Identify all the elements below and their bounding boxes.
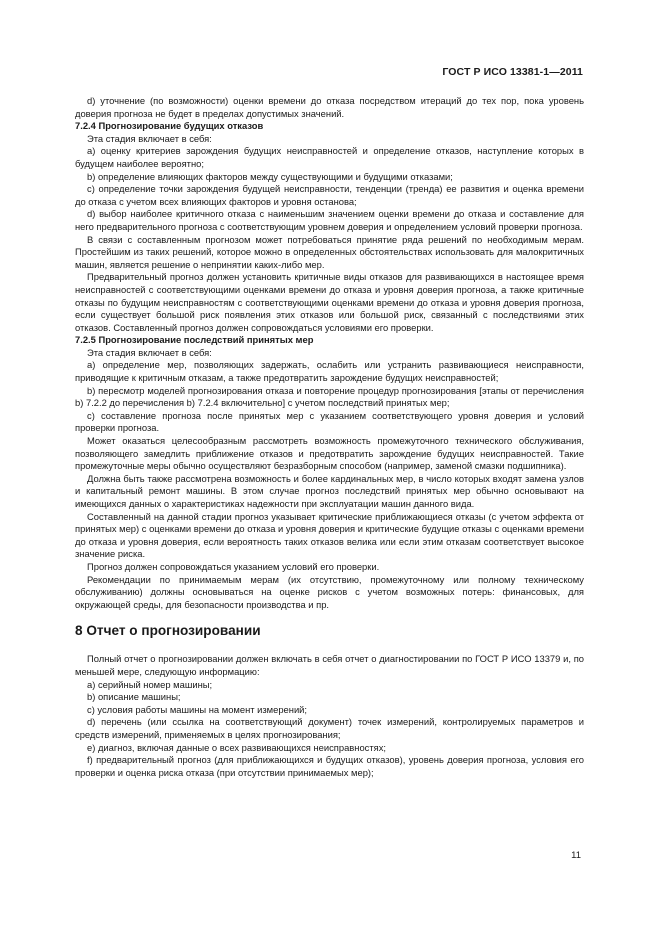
list-item: b) описание машины; — [87, 691, 181, 703]
paragraph: d) уточнение (по возможности) оценки времени до отказа посредством итераций до тех пор, пока уровень доверия прогноза не будет в пределах допустимых значений. — [75, 95, 584, 119]
paragraph: Полный отчет о прогнозировании должен включать в себя отчет о диагностировании по ГОСТ Р ИСО 13379 и, по меньшей мере, следующую информацию: — [75, 653, 584, 677]
paragraph: Прогноз должен сопровождаться указанием условий его проверки. — [87, 560, 380, 572]
subsection-heading-7-2-5: 7.2.5 Прогнозирование последствий принятых мер — [75, 334, 314, 346]
page-content — [75, 95, 584, 779]
paragraph: Рекомендации по принимаемым мерам (их отсутствию, промежуточному или полному техническому обслуживанию) должны основываться на оценке рисков с учетом возможных потерь: финансовых, для окружающей среды, для безопасности производства и пр. — [75, 573, 584, 610]
list-item: d) перечень (или ссылка на соответствующий документ) точек измерений, контролируемых параметров и средств измерений, применяемых в целях прогнозирования; — [75, 716, 584, 740]
paragraph: Составленный на данной стадии прогноз указывает критические приближающиеся отказы (с учетом эффекта от принятых мер) с оценками времени до отказа и уровня доверия и критические будущие отказы с оценками времени до отказа и уровня доверия, если вероятность таких отказов велика или если этим отказам соответствует высокое значение риска. — [75, 510, 584, 560]
list-item: b) определение влияющих факторов между существующими и будущими отказами; — [87, 170, 453, 182]
list-item: c) условия работы машины на момент измерений; — [87, 703, 308, 715]
list-item: d) выбор наиболее критичного отказа с наименьшим значением оценки времени до отказа и составление для него предварительного прогноза с соответствующим уровнем доверия и определением условий проверки прогноза. — [75, 208, 584, 232]
list-item: e) диагноз, включая данные о всех развивающихся неисправностях; — [87, 741, 387, 753]
list-item: а) серийный номер машины; — [87, 678, 213, 690]
paragraph: Предварительный прогноз должен установить критичные виды отказов для развивающихся в настоящее время неисправностей с соответствующими оценками времени до отказа и уровня доверия прогноза, а также критичные отказы по будущим неисправностям с соответствующими оценками времени до отказа и уровня доверия прогноза, если существует большой риск появления этих отказов или большой риск, связанный с последствиями этих отказов. Составленный прогноз должен сопровождаться условиями его проверки. — [75, 271, 584, 333]
page-number: 11 — [571, 850, 581, 861]
list-item: f) предварительный прогноз (для приближающихся и будущих отказов), уровень доверия прогноза, условия его проверки и оценка риска отказа (при отсутствии принимаемых мер); — [75, 754, 584, 778]
list-item: а) оценку критериев зарождения будущих неисправностей и определение отказов, наступление которых в будущем наиболее вероятно; — [75, 145, 584, 169]
paragraph: Эта стадия включает в себя: — [87, 346, 212, 358]
document-header: ГОСТ Р ИСО 13381-1—2011 — [442, 66, 583, 78]
paragraph: В связи с составленным прогнозом может потребоваться принятие ряда решений по необходимым мерам. Простейшим из таких решений, которое можно в определенных обстоятельствах использовать для малокритичных машин, является решение о непринятии каких-либо мер. — [75, 233, 584, 270]
list-item: c) составление прогноза после принятых мер с указанием соответствующего уровня доверия и условий проверки прогноза. — [75, 409, 584, 434]
section-heading-8: 8 Отчет о прогнозировании — [75, 623, 261, 639]
list-item: b) пересмотр моделей прогнозирования отказа и повторение процедур прогнозирования [этапы от перечисления b) 7.2.2 до перечисления b) 7.2.4 включительно] с учетом последствий принятых мер; — [75, 384, 584, 409]
paragraph: Эта стадия включает в себя: — [87, 132, 212, 144]
subsection-heading-7-2-4: 7.2.4 Прогнозирование будущих отказов — [75, 120, 264, 132]
list-item: c) определение точки зарождения будущей неисправности, тенденции (тренда) ее развития и оценка времени до отказа с учетом всех влияющих факторов и уровня останова; — [75, 183, 584, 207]
paragraph: Должна быть также рассмотрена возможность и более кардинальных мер, в число которых входят замена узлов и капитальный ремонт машины. В этом случае прогноз последствий принятых мер обычно основывают на имеющихся данных о характеристиках надежности при эксплуатации машин данного вида. — [75, 472, 584, 509]
paragraph: Может оказаться целесообразным рассмотреть возможность промежуточного технического обслуживания, позволяющего замедлить приближение отказов и предотвратить зарождение будущих неисправностей. Такие промежуточные меры обычно осуществляют безразборным способом (например, заменой смазки подшипника). — [75, 435, 584, 472]
list-item: а) определение мер, позволяющих задержать, ослабить или устранить развивающиеся неисправности, приводящие к критичным отказам, а также предотвратить зарождение будущих неисправностей; — [75, 359, 584, 384]
